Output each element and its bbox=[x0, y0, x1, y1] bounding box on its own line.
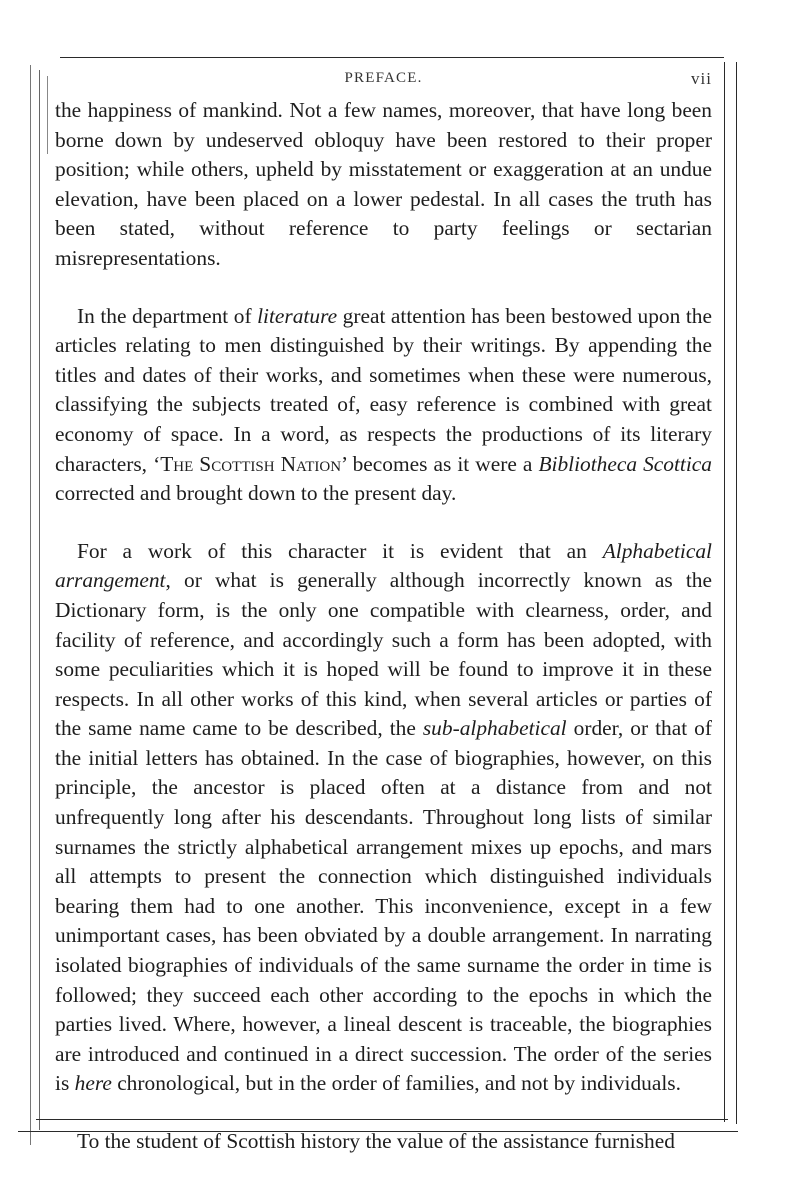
page-number: vii bbox=[691, 69, 712, 88]
paragraph-3-text-4: chronological, but in the order of families, and not by individuals. bbox=[111, 1071, 681, 1096]
paragraph-1-text: the happiness of mankind. Not a few names, moreover, that have long been borne down by undeserved obloquy have been restored to their proper position; while others, upheld by misstatement or exaggeration at an undue elevation, have been placed on a lower pedestal. In all cases the truth has been stated, without reference to party feelings or sectarian misrepresentations. bbox=[55, 98, 712, 270]
paragraph-3-italic-3: here bbox=[74, 1071, 112, 1096]
paragraph-gap bbox=[55, 1099, 712, 1127]
paragraph-2-text-4: corrected and brought down to the present day. bbox=[55, 481, 457, 506]
page-edge-right-inner bbox=[724, 62, 725, 1122]
body-text bbox=[55, 96, 712, 1157]
paragraph-2-text-3: ’ becomes as it were a bbox=[341, 451, 539, 476]
page-edge-left-short bbox=[47, 76, 48, 154]
page-edge-left-outer bbox=[30, 65, 31, 1145]
paragraph-gap bbox=[55, 509, 712, 537]
paragraph-2 bbox=[55, 302, 712, 509]
paragraph-3-text-2: , or what is generally although incorrectly known as the Dictionary form, is the only one compatible with clearness, order, and facility of reference, and accordingly such a form has been adopted, with some peculiarities which it is hoped will be found to improve it in these respects. In all other works of this kind, when several articles or parties of the same name came to be described, the bbox=[55, 568, 712, 741]
running-header bbox=[55, 70, 712, 92]
paragraph-3-italic-2: sub-alphabetical bbox=[422, 716, 567, 741]
paragraph-3-text-3: order, or that of the initial letters has obtained. In the case of biographies, however, on this principle, the ancestor is placed often at a distance from and not unfrequently long after his descendants. Throughout long lists of similar surnames the strictly alphabetical arrangement mixes up epochs, and mars all attempts to present the connection which distinguished individuals bearing them had to one another. This inconvenience, except in a few unimportant cases, has been obviated by a double arrangement. In narrating isolated biographies of individuals of the same surname the order in time is followed; they succeed each other according to the epochs in which the parties lived. Where, however, a lineal descent is traceable, the biographies are introduced and continued in a direct succession. The order of the series is bbox=[55, 716, 713, 1096]
paragraph-2-italic-1: literature bbox=[257, 303, 338, 328]
paragraph-2-italic-2: Bibliotheca Scottica bbox=[538, 451, 712, 476]
page-edge-right-outer bbox=[736, 62, 737, 1124]
header-title: PREFACE. bbox=[344, 70, 423, 86]
paragraph-3-text-1: For a work of this character it is evident that an bbox=[77, 538, 603, 563]
book-title-small-caps: The Scottish Nation bbox=[160, 451, 342, 476]
paragraph-4 bbox=[55, 1127, 712, 1157]
paragraph-3-italic-1: Alphabetical arrangement bbox=[55, 538, 712, 593]
paragraph-3 bbox=[55, 537, 712, 1099]
paragraph-4-text-1: To the student of Scottish history the value of the assistance furnished bbox=[77, 1129, 675, 1153]
paragraph-gap bbox=[55, 274, 712, 302]
page-edge-top bbox=[60, 57, 724, 58]
page-edge-left-inner bbox=[39, 70, 40, 1130]
paragraph-2-text-2: great attention has been bestowed upon the articles relating to men distinguished by their writings. By appending the titles and dates of their works, and sometimes when these were numerous, classifying the subjects treated of, easy reference is combined with great economy of space. In a word, as respects the productions of its literary characters, ‘ bbox=[55, 303, 712, 476]
paragraph-1 bbox=[55, 96, 712, 274]
paragraph-2-text-1: In the department of bbox=[77, 303, 258, 328]
